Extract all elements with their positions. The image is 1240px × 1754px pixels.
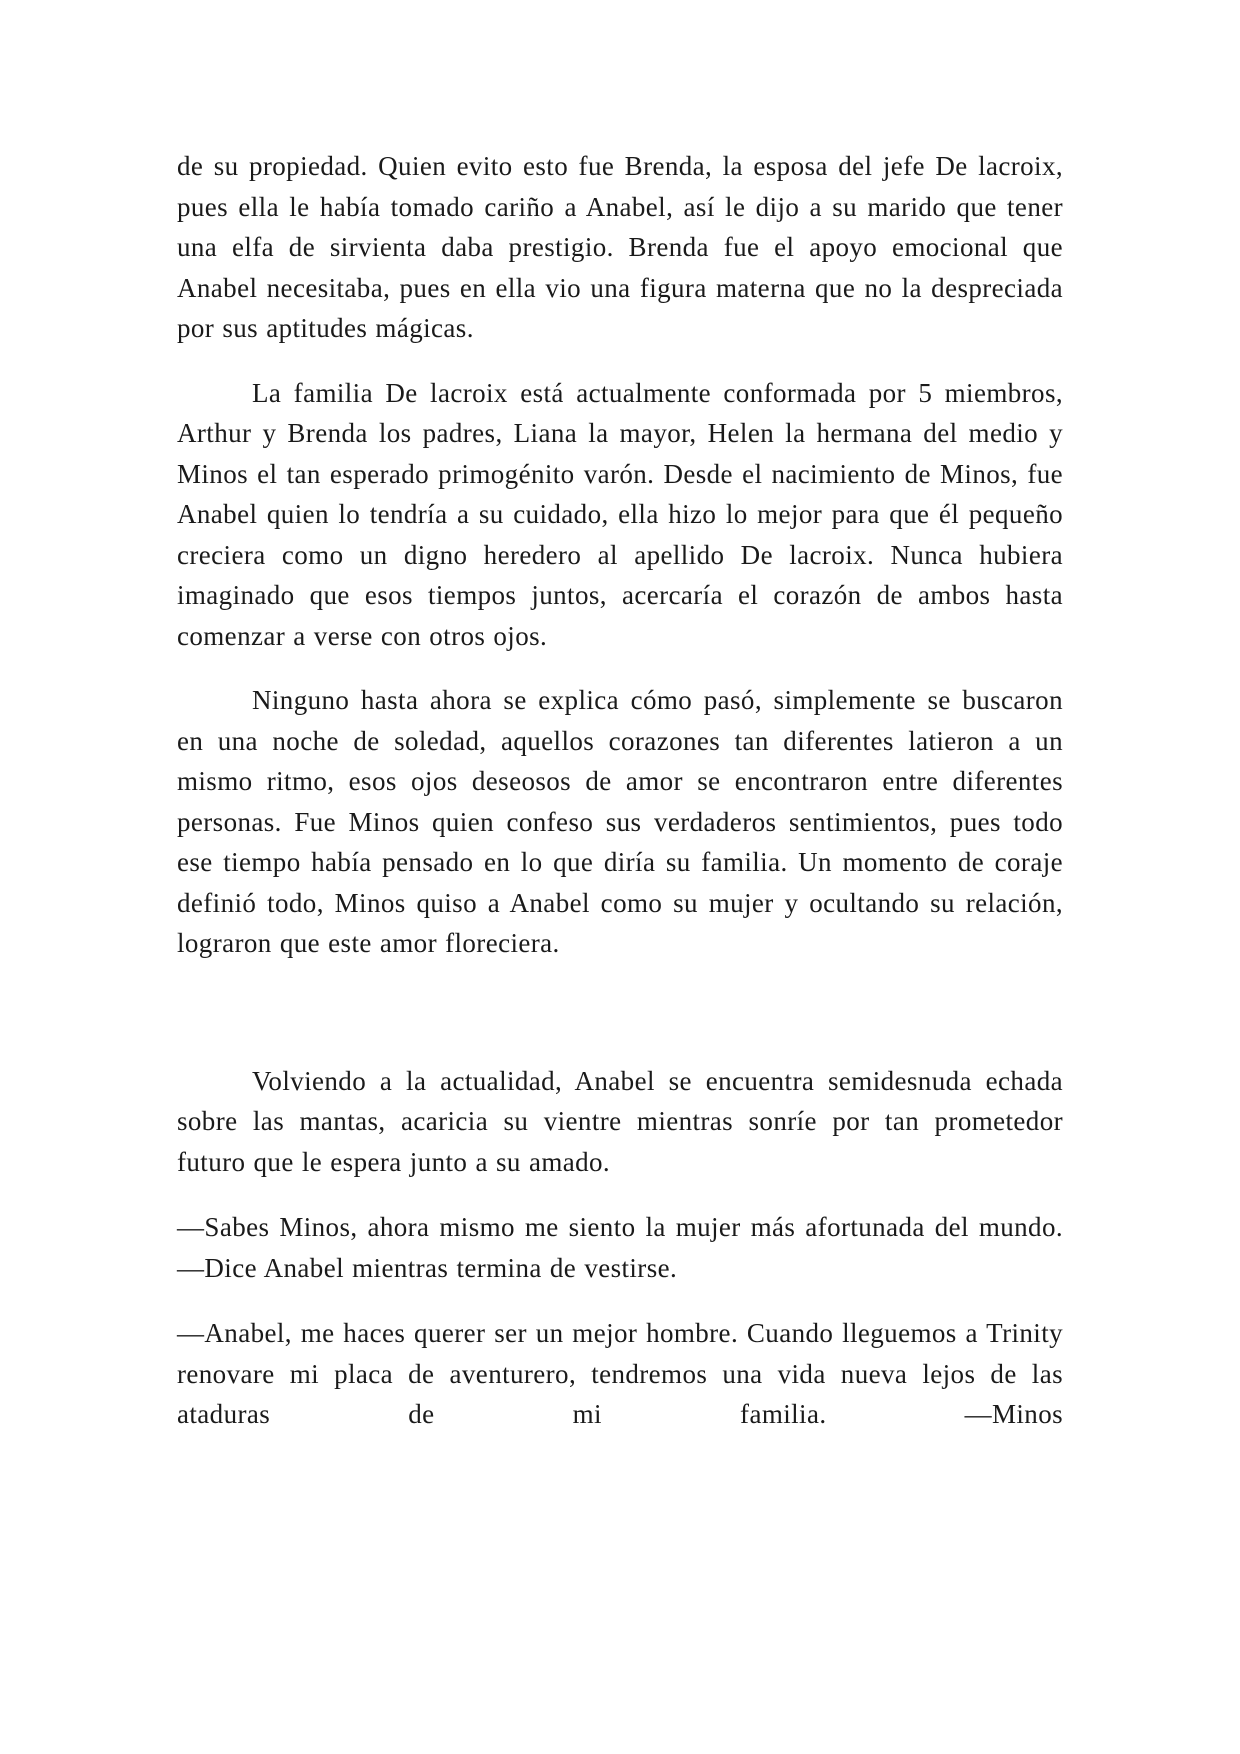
paragraph-1: de su propiedad. Quien evito esto fue Brenda, la esposa del jefe De lacroix, pues ella le había tomado cariño a Anabel, así le dijo a su marido que tener una elfa de sirvienta daba prestigio. Brenda fue el apoyo emocional que Anabel necesitaba, pues en ella vio una figura materna que no la despreciada por sus aptitudes mágicas. <box>177 151 1063 343</box>
paragraph-2: La familia De lacroix está actualmente conformada por 5 miembros, Arthur y Brenda los padres, Liana la mayor, Helen la hermana del medio y Minos el tan esperado primogénito varón. Desde el nacimiento de Minos, fue Anabel quien lo tendría a su cuidado, ella hizo lo mejor para que él pequeño creciera como un digno heredero al apellido De lacroix. Nunca hubiera imaginado que esos tiempos juntos, acercaría el corazón de ambos hasta comenzar a verse con otros ojos. <box>177 377 1063 651</box>
paragraph-3: Ninguno hasta ahora se explica cómo pasó, simplemente se buscaron en una noche de soledad, aquellos corazones tan diferentes latieron a un mismo ritmo, esos ojos deseosos de amor se encontraron entre diferentes personas. Fue Minos quien confeso sus verdaderos sentimientos, pues todo ese tiempo había pensado en lo que diría su familia. Un momento de coraje definió todo, Minos quiso a Anabel como su mujer y ocultando su relación, lograron que este amor floreciera. <box>177 685 1063 958</box>
dialogue-2: —Anabel, me haces querer ser un mejor hombre. Cuando lleguemos a Trinity renovare mi placa de aventurero, tendremos una vida nueva lejos de las ataduras de mi familia. —Minos <box>177 1318 1063 1429</box>
paragraph-4: Volviendo a la actualidad, Anabel se encuentra semidesnuda echada sobre las mantas, acaricia su vientre mientras sonríe por tan prometedor futuro que le espera junto a su amado. <box>177 1065 1063 1177</box>
dialogue-1: —Sabes Minos, ahora mismo me siento la mujer más afortunada del mundo. —Dice Anabel mientras termina de vestirse. <box>177 1212 1063 1283</box>
document-page <box>177 146 1063 1435</box>
